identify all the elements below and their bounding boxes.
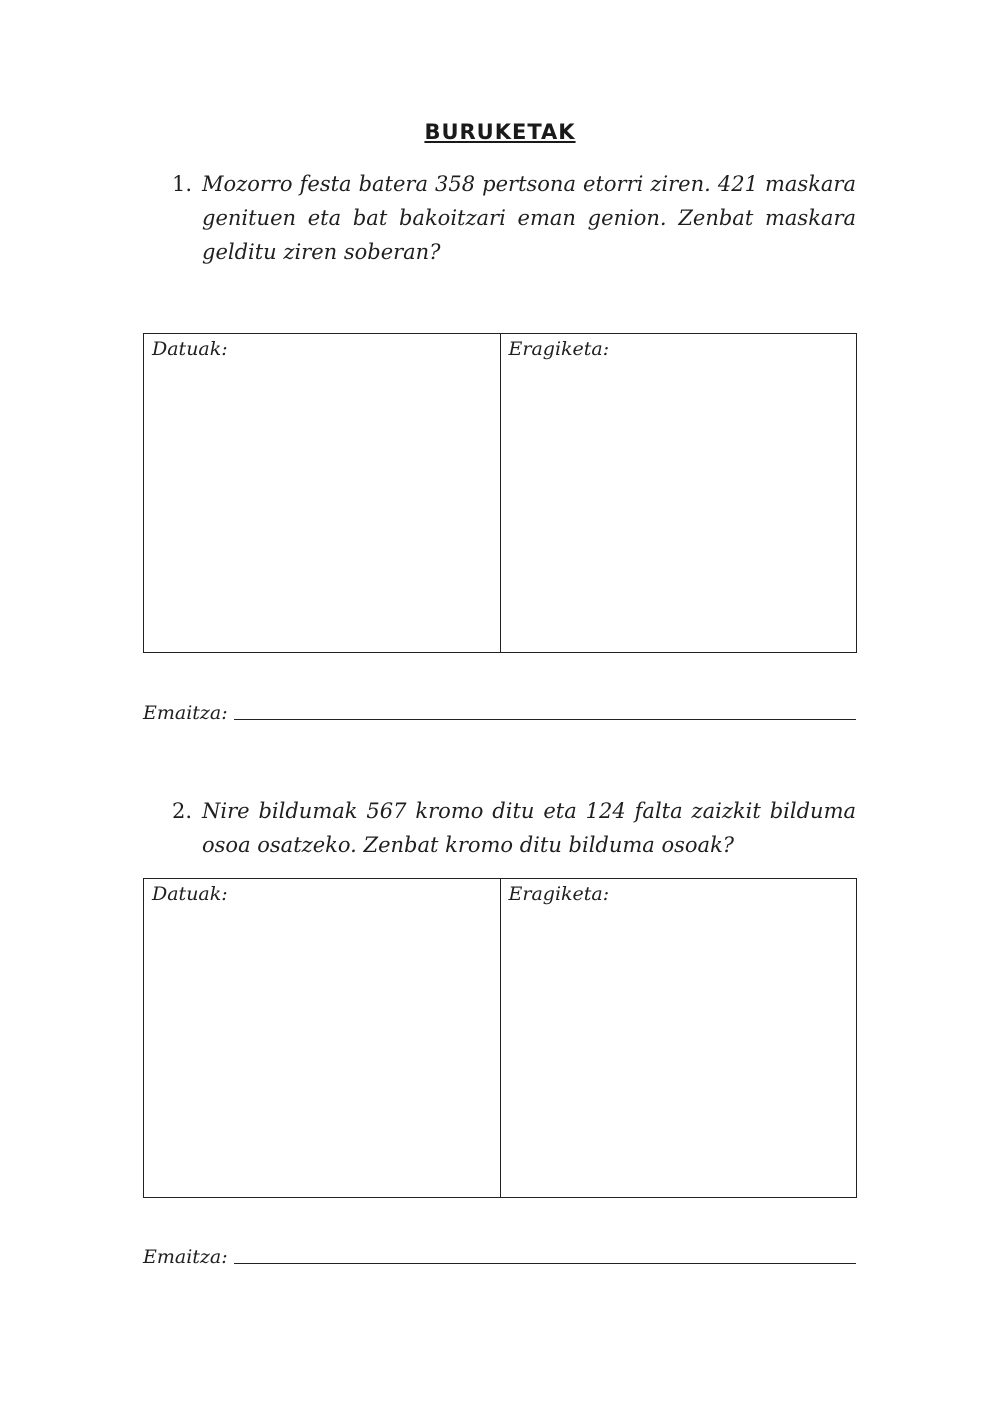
problem-text: Mozorro festa batera 358 pertsona etorri ziren. 421 maskara genituen eta bat bakoitzari eman genion. Zenbat maskara gelditu ziren soberan? [202,172,856,264]
problem-text: Nire bildumak 567 kromo ditu eta 124 falta zaizkit bilduma osoa osatzeko. Zenbat kromo ditu bilduma osoak? [202,799,856,857]
answer-row-1 [143,702,856,724]
operation-label: Eragiketa: [508,883,610,905]
problem-number: 1. [172,172,193,196]
problem-number: 2. [172,799,193,823]
answer-line[interactable] [234,1262,856,1264]
operation-label: Eragiketa: [508,338,610,360]
data-cell[interactable] [144,334,500,652]
work-box-1 [143,333,857,653]
page-title: BURUKETAK [424,120,576,144]
problem-2 [172,794,856,862]
operation-cell[interactable] [500,879,857,1197]
answer-label: Emaitza: [143,702,228,724]
data-label: Datuak: [152,883,228,905]
work-box-2 [143,878,857,1198]
operation-cell[interactable] [500,334,857,652]
answer-line[interactable] [234,718,856,720]
answer-label: Emaitza: [143,1246,228,1268]
data-cell[interactable] [144,879,500,1197]
answer-row-2 [143,1246,856,1268]
problem-1 [172,167,856,269]
data-label: Datuak: [152,338,228,360]
